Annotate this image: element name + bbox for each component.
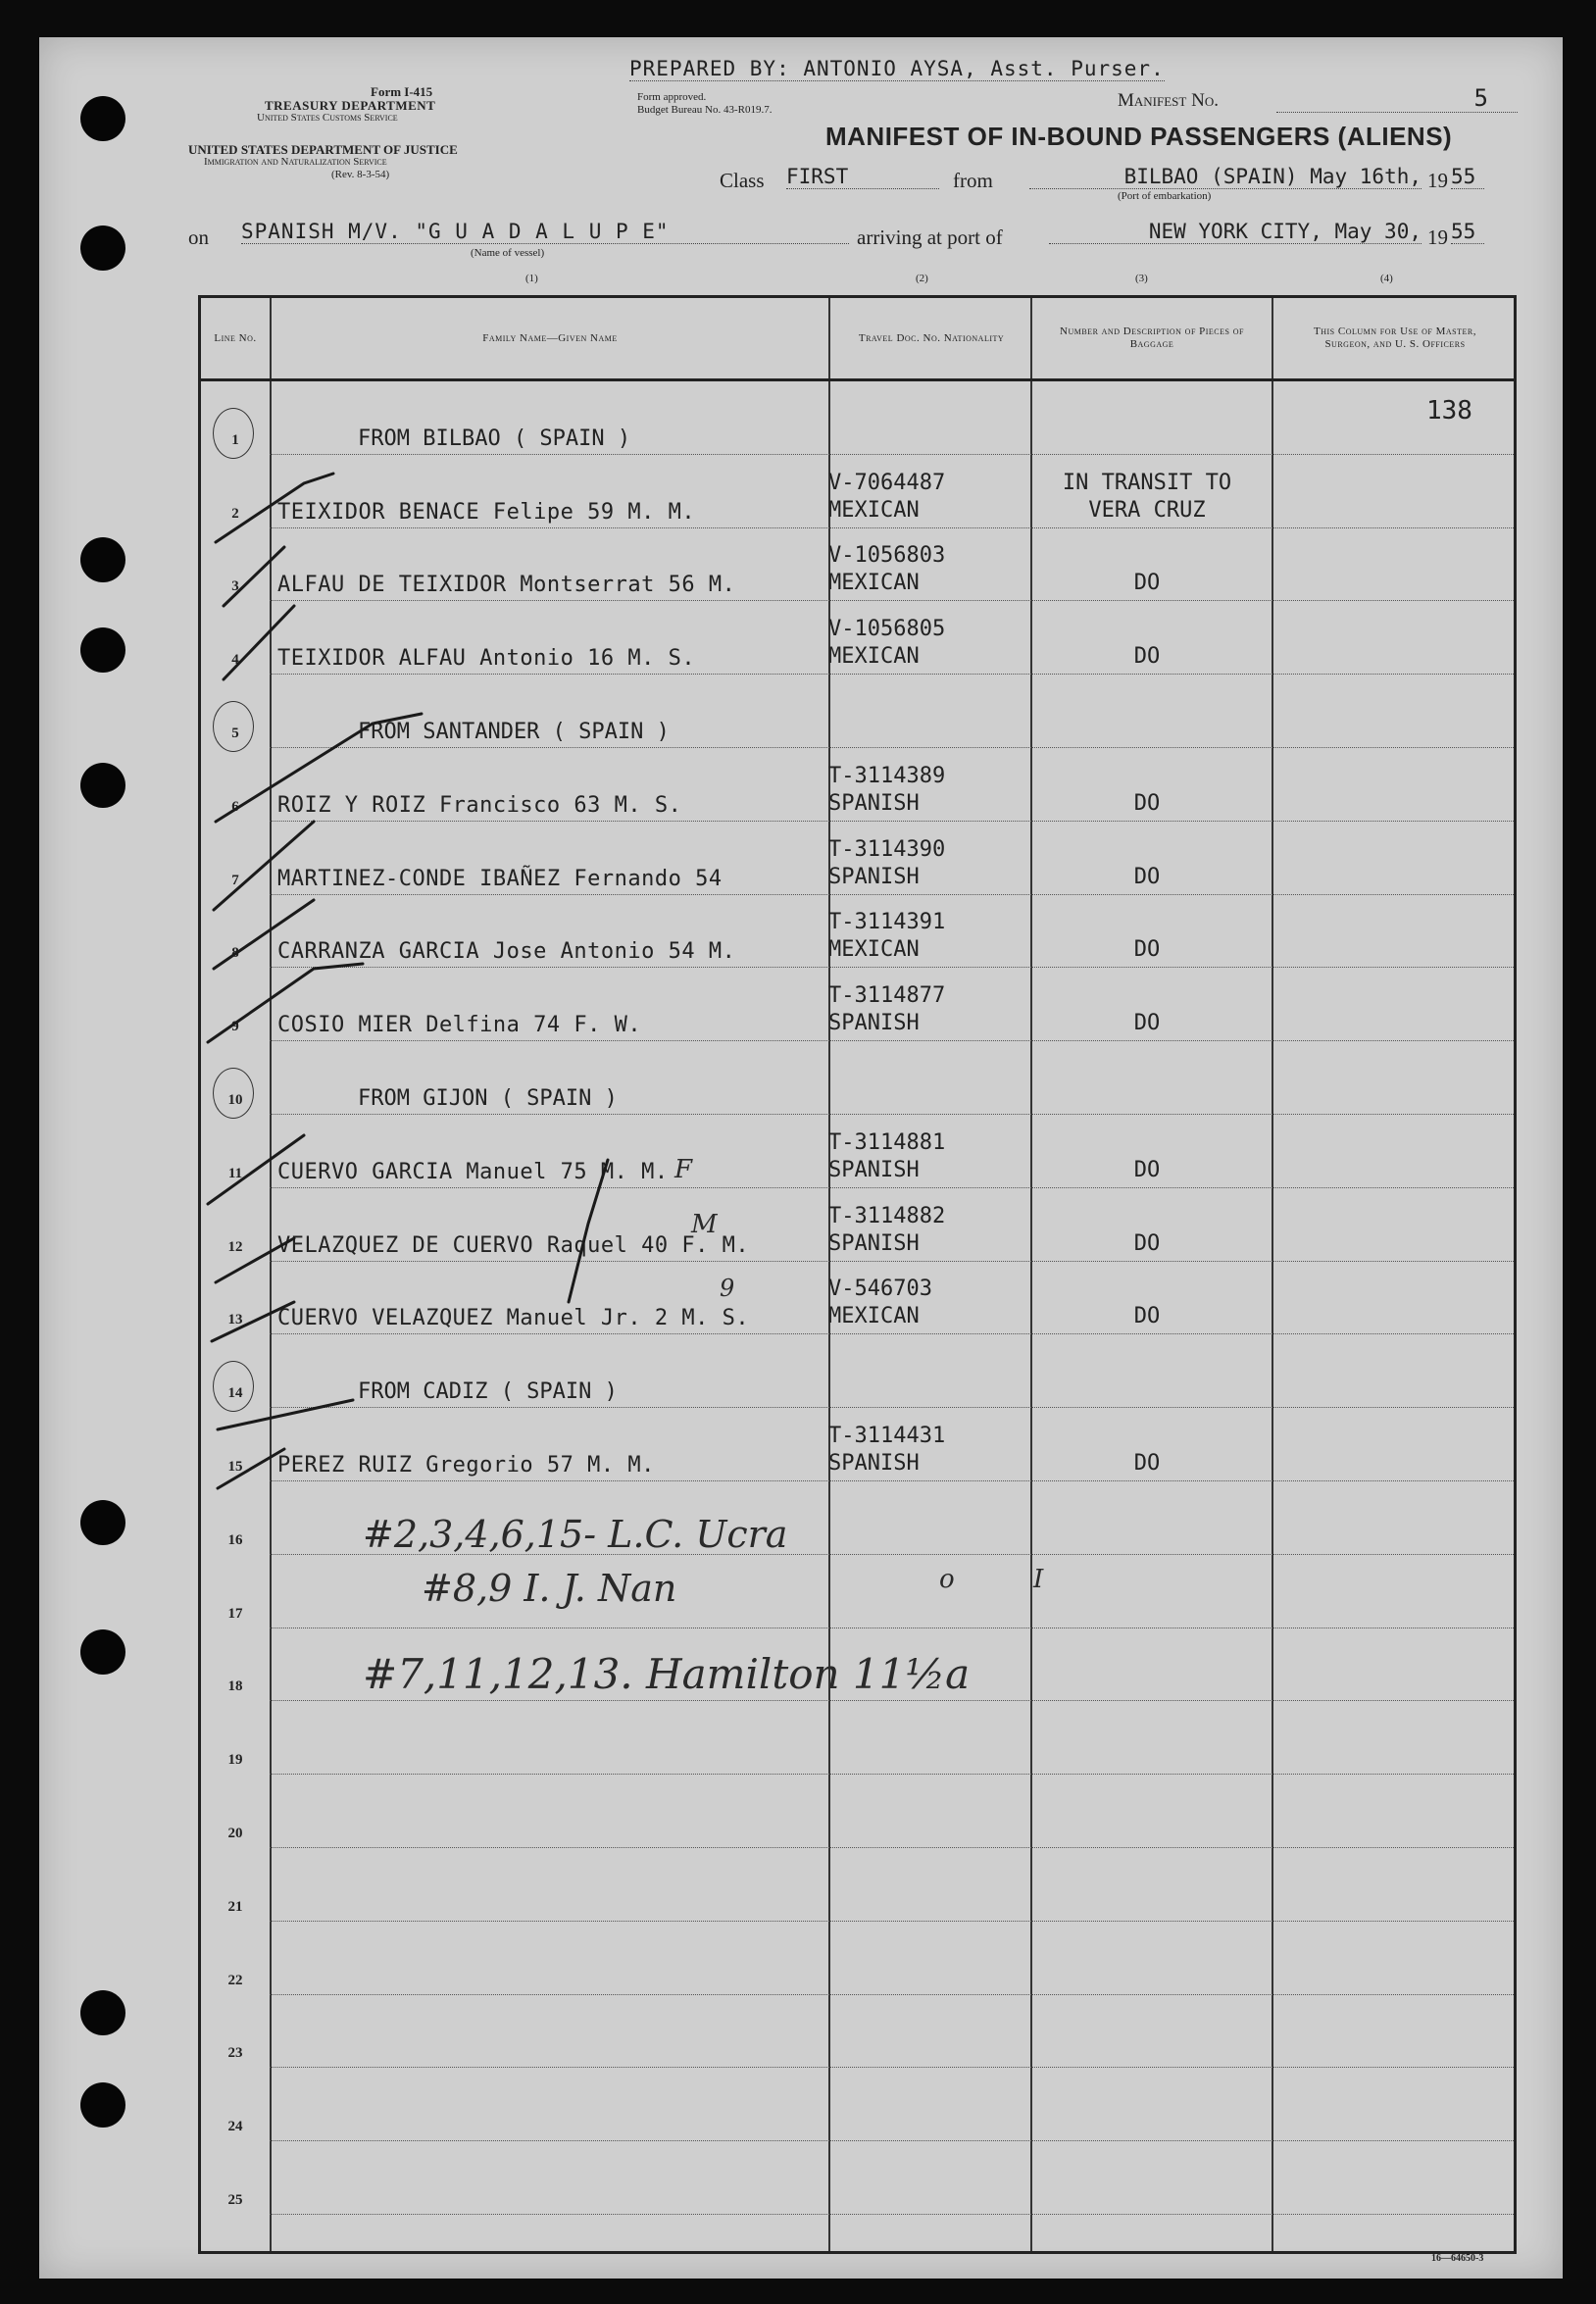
officer-note: 138: [1426, 396, 1472, 426]
form-approved: Form approved.: [637, 91, 707, 103]
rev-label: (Rev. 8-3-54): [331, 169, 390, 180]
binder-hole: [80, 763, 125, 808]
passenger-name: CARRANZA GARCIA Jose Antonio 54 M.: [277, 939, 736, 965]
binder-hole: [80, 2082, 125, 2128]
binder-hole: [80, 1629, 125, 1675]
binder-hole: [80, 537, 125, 582]
line-number: 17: [227, 1605, 243, 1622]
doc-number: T-3114877: [828, 983, 946, 1009]
handwritten-note-3: #7,11,12,13. Hamilton 11½a: [363, 1650, 971, 1698]
passenger-name: COSIO MIER Delfina 74 F. W.: [277, 1013, 642, 1038]
line-number: 16: [227, 1531, 243, 1548]
doc-number: T-3114391: [828, 910, 946, 935]
header-baggage: Number and Description of Pieces of Baggage: [1060, 326, 1244, 350]
arriving-label: arriving at port of: [857, 225, 1003, 249]
header-line-no: Line No.: [214, 331, 257, 344]
binder-hole: [80, 1990, 125, 2035]
nationality: MEXICAN: [828, 937, 920, 963]
line-number: 23: [227, 2045, 243, 2062]
line-number: 24: [227, 2119, 243, 2135]
port-heading: FROM GIJON ( SPAIN ): [358, 1085, 618, 1111]
line-number: 22: [227, 1972, 243, 1988]
justice-label: UNITED STATES DEPARTMENT OF JUSTICE: [188, 142, 458, 157]
line-number: 10: [227, 1091, 243, 1108]
passenger-name: ROIZ Y ROIZ Francisco 63 M. S.: [277, 792, 682, 818]
line-number: 13: [227, 1312, 243, 1328]
from-year: 55: [1451, 165, 1484, 189]
baggage-line-2: VERA CRUZ: [1088, 497, 1206, 523]
passenger-name: VELAZQUEZ DE CUERVO Raquel 40 F. M.: [277, 1232, 750, 1258]
baggage-line-1: IN TRANSIT TO: [1062, 470, 1232, 495]
manifest-no: 5: [1276, 84, 1518, 113]
line-number: 25: [227, 2191, 243, 2208]
baggage-line-2: DO: [1133, 1304, 1161, 1329]
vessel-caption: (Name of vessel): [471, 247, 545, 259]
baggage-line-2: DO: [1133, 1157, 1161, 1182]
footer-code: 16—64650-3: [1431, 2253, 1484, 2264]
line-number: 21: [227, 1898, 243, 1915]
manifest-sheet: [39, 37, 1563, 2279]
handwritten-note-2: #8,9 I. J. Nan: [422, 1567, 677, 1610]
passenger-name: CUERVO GARCIA Manuel 75 M. M.: [277, 1159, 669, 1184]
binder-hole: [80, 627, 125, 673]
col-num-3: (3): [1135, 273, 1148, 284]
form-id: Form I-415: [371, 84, 433, 99]
doc-number: T-3114389: [828, 763, 946, 788]
nationality: SPANISH: [828, 1450, 920, 1476]
line-number: 11: [227, 1165, 243, 1181]
line-number: 18: [227, 1678, 243, 1695]
line-number: 8: [231, 945, 239, 962]
port-heading: FROM BILBAO ( SPAIN ): [358, 426, 631, 451]
baggage-line-2: DO: [1133, 1450, 1161, 1476]
manifest-no-label: Manifest No.: [1118, 90, 1219, 111]
doc-number: T-3114882: [828, 1203, 946, 1228]
col-num-1: (1): [525, 273, 538, 284]
ins-label: Immigration and Naturalization Service: [204, 156, 387, 168]
handwritten-mark-11: F: [674, 1155, 693, 1184]
line-number: 9: [231, 1019, 239, 1035]
line-number: 4: [231, 652, 239, 669]
baggage-line-2: DO: [1133, 571, 1161, 596]
port-caption: (Port of embarkation): [1118, 190, 1212, 202]
line-number: 2: [231, 505, 239, 522]
baggage-line-2: DO: [1133, 1011, 1161, 1036]
passenger-name: TEIXIDOR BENACE Felipe 59 M. M.: [277, 499, 696, 525]
prepared-by: PREPARED BY: ANTONIO AYSA, Asst. Purser.: [629, 57, 1165, 80]
header-officers: This Column for Use of Master, Surgeon, and U. S. Officers: [1314, 326, 1476, 350]
doc-number: T-3114431: [828, 1423, 946, 1448]
nationality: SPANISH: [828, 1230, 920, 1256]
nationality: MEXICAN: [828, 644, 920, 670]
passenger-name: ALFAU DE TEIXIDOR Montserrat 56 M.: [277, 573, 736, 598]
line-number: 12: [227, 1238, 243, 1255]
doc-number: T-3114881: [828, 1129, 946, 1155]
line-number: 20: [227, 1825, 243, 1841]
doc-number: V-7064487: [828, 470, 946, 495]
passenger-name: TEIXIDOR ALFAU Antonio 16 M. S.: [277, 646, 696, 672]
doc-number: V-1056803: [828, 543, 946, 569]
line-number: 19: [227, 1752, 243, 1769]
from-label: from: [953, 169, 993, 192]
nationality: MEXICAN: [828, 571, 920, 596]
line-number: 6: [231, 798, 239, 815]
check-strokes: [39, 37, 1563, 2279]
on-label: on: [188, 225, 209, 249]
arrival-year-prefix: 19: [1427, 225, 1448, 249]
arrival-value: NEW YORK CITY, May 30,: [1049, 220, 1421, 244]
line-number: 7: [231, 872, 239, 888]
handwritten-mark-17a: o: [939, 1565, 955, 1594]
nationality: SPANISH: [828, 1011, 920, 1036]
binder-hole: [80, 96, 125, 141]
line-number: 3: [231, 578, 239, 595]
line-number: 14: [227, 1385, 243, 1402]
baggage-line-2: DO: [1133, 790, 1161, 816]
port-heading: FROM CADIZ ( SPAIN ): [358, 1379, 618, 1405]
budget-bureau: Budget Bureau No. 43-R019.7.: [637, 104, 773, 116]
line-number: 1: [231, 431, 239, 448]
handwritten-mark-17b: I: [1033, 1565, 1044, 1594]
nationality: MEXICAN: [828, 497, 920, 523]
passenger-name: CUERVO VELAZQUEZ Manuel Jr. 2 M. S.: [277, 1306, 750, 1331]
baggage-line-2: DO: [1133, 644, 1161, 670]
doc-number: T-3114390: [828, 836, 946, 862]
from-year-prefix: 19: [1427, 169, 1448, 192]
nationality: SPANISH: [828, 790, 920, 816]
passenger-name: PEREZ RUIZ Gregorio 57 M. M.: [277, 1452, 655, 1478]
manifest-title: MANIFEST OF IN-BOUND PASSENGERS (ALIENS): [825, 122, 1453, 151]
binder-hole: [80, 1500, 125, 1545]
from-value: BILBAO (SPAIN) May 16th,: [1029, 165, 1421, 189]
handwritten-mark-12: M: [691, 1210, 718, 1239]
line-number: 15: [227, 1458, 243, 1475]
vessel-name: SPANISH M/V. "G U A D A L U P E": [241, 220, 849, 244]
line-number: 5: [231, 725, 239, 741]
handwritten-note-1: #2,3,4,6,15- L.C. Ucra: [363, 1513, 788, 1556]
doc-number: V-1056805: [828, 617, 946, 642]
class-label: Class: [720, 169, 765, 192]
doc-number: V-546703: [828, 1277, 932, 1302]
treasury-label: TREASURY DEPARTMENT: [265, 98, 436, 113]
col-num-2: (2): [916, 273, 928, 284]
baggage-line-2: DO: [1133, 1230, 1161, 1256]
arrival-year: 55: [1451, 220, 1484, 244]
check-mark-strokes: [208, 474, 608, 1488]
class-value: FIRST: [786, 165, 939, 189]
header-name: Family Name—Given Name: [482, 331, 618, 344]
nationality: SPANISH: [828, 864, 920, 889]
handwritten-mark-13: 9: [720, 1275, 735, 1302]
customs-label: United States Customs Service: [257, 112, 398, 124]
baggage-line-2: DO: [1133, 937, 1161, 963]
baggage-line-2: DO: [1133, 864, 1161, 889]
nationality: MEXICAN: [828, 1304, 920, 1329]
passenger-name: MARTINEZ-CONDE IBAÑEZ Fernando 54: [277, 866, 723, 891]
nationality: SPANISH: [828, 1157, 920, 1182]
port-heading: FROM SANTANDER ( SPAIN ): [358, 719, 670, 744]
col-num-4: (4): [1380, 273, 1393, 284]
header-doc: Travel Doc. No. Nationality: [858, 331, 1005, 344]
binder-hole: [80, 225, 125, 271]
